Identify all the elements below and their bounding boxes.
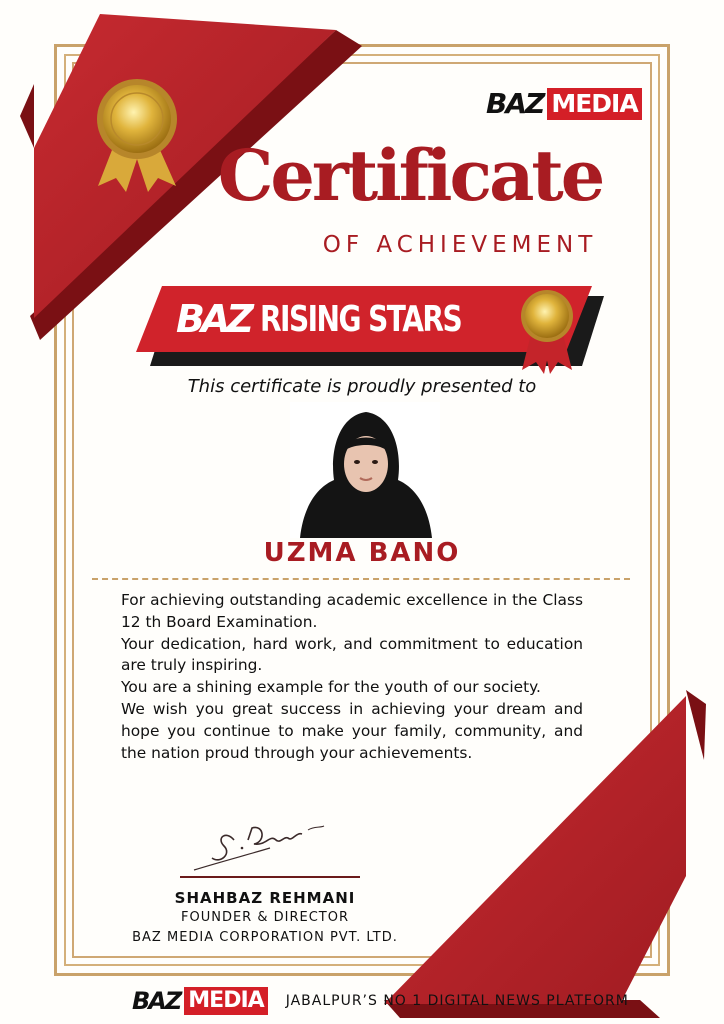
footer [132, 986, 629, 1016]
body-paragraph: We wish you great success in achieving your dream and hope you continue to make your family, community, and the nation proud through your achievements. [121, 699, 583, 762]
recipient-photo [290, 402, 440, 538]
brand-logo-top [486, 88, 642, 120]
brand-baz-text: BAZ [486, 87, 544, 120]
brand-media-text: MEDIA [547, 88, 641, 120]
banner-text [176, 291, 518, 347]
certificate-title: Certificate [217, 134, 603, 217]
footer-brand-baz: BAZ [132, 987, 181, 1015]
footer-brand-media: MEDIA [184, 987, 267, 1015]
achievement-text [121, 590, 583, 764]
body-paragraph: Your dedication, hard work, and commitment to education are truly inspiring. [121, 634, 583, 675]
presented-to-text: This certificate is proudly presented to [187, 376, 537, 397]
body-paragraph: You are a shining example for the youth of our society. [121, 678, 541, 697]
signatory-name: SHAHBAZ REHMANI [174, 889, 356, 907]
banner-rising-stars: RISING STARS [259, 298, 462, 340]
banner-baz: BAZ [176, 297, 250, 341]
signature-line [180, 876, 360, 878]
signatory-title: FOUNDER & DIRECTOR [181, 910, 349, 925]
dashed-divider [92, 578, 630, 580]
certificate-subtitle: OF ACHIEVEMENT [322, 232, 598, 258]
recipient-name: UZMA BANO [263, 538, 461, 568]
body-paragraph: For achieving outstanding academic excellence in the Class 12 th Board Examination. [121, 591, 583, 631]
signatory-company: BAZ MEDIA CORPORATION PVT. LTD. [132, 930, 398, 945]
signature-graphic [190, 818, 350, 876]
footer-tagline: JABALPUR’S NO 1 DIGITAL NEWS PLATFORM [285, 993, 629, 1009]
